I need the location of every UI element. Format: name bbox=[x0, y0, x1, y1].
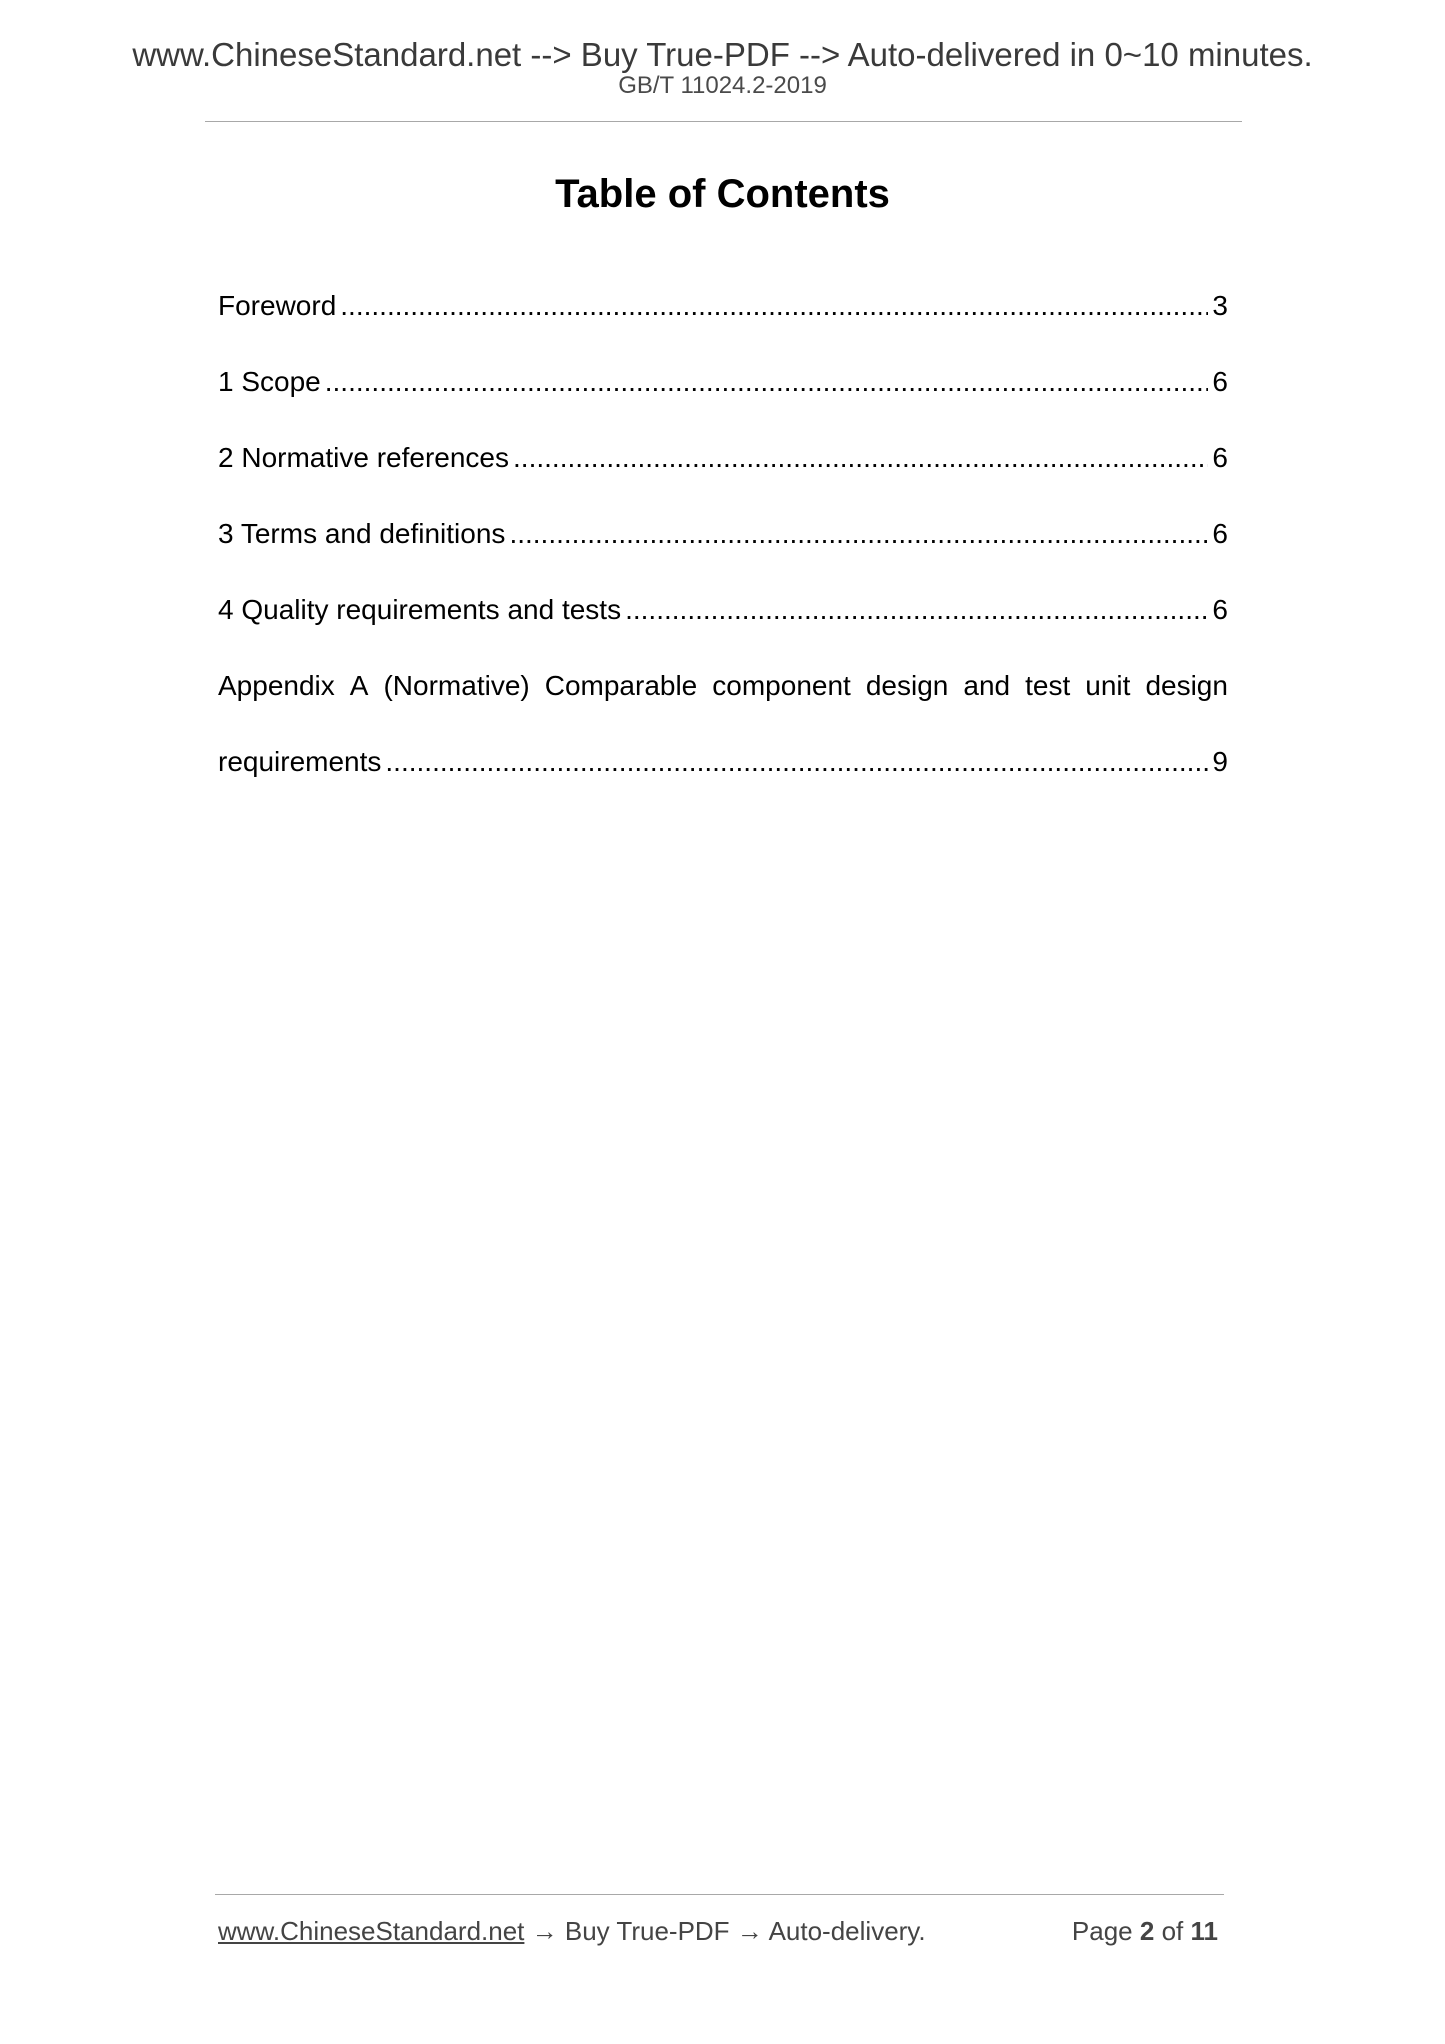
toc-entry-label: 4 Quality requirements and tests bbox=[218, 594, 622, 625]
toc-entry-page: 3 bbox=[1212, 290, 1228, 321]
appendix-word: (Normative) bbox=[383, 670, 530, 701]
table-of-contents bbox=[218, 286, 1228, 818]
toc-entry-terms-definitions[interactable] bbox=[218, 514, 1228, 590]
site-link[interactable]: www.ChineseStandard.net bbox=[218, 1916, 525, 1946]
toc-entry-appendix-a-continued[interactable] bbox=[218, 742, 1228, 818]
toc-entry-normative-references[interactable] bbox=[218, 438, 1228, 514]
header-divider bbox=[205, 121, 1242, 122]
toc-entry-foreword[interactable] bbox=[218, 286, 1228, 362]
toc-entry-label: Foreword bbox=[218, 290, 337, 321]
footer-divider bbox=[215, 1894, 1224, 1895]
toc-entry-scope[interactable] bbox=[218, 362, 1228, 438]
appendix-word: Comparable bbox=[544, 670, 698, 701]
toc-entry-label: 1 Scope bbox=[218, 366, 321, 397]
page-title: Table of Contents bbox=[555, 172, 890, 216]
dot-leader bbox=[325, 362, 1209, 402]
toc-entry-appendix-a[interactable] bbox=[218, 666, 1228, 742]
of-word: of bbox=[1161, 1916, 1184, 1946]
toc-entry-page: 6 bbox=[1212, 594, 1228, 625]
appendix-word: test bbox=[1025, 670, 1071, 701]
toc-entry-quality-requirements[interactable] bbox=[218, 590, 1228, 666]
dot-leader bbox=[513, 438, 1208, 478]
appendix-word: A bbox=[349, 670, 369, 701]
standard-code: GB/T 11024.2-2019 bbox=[618, 72, 827, 99]
page-word: Page bbox=[1071, 1916, 1133, 1946]
page-footer bbox=[218, 1914, 1218, 1948]
page-total: 11 bbox=[1190, 1916, 1218, 1946]
site-banner: www.ChineseStandard.net --> Buy True-PDF --> Auto-delivered in 0~10 minutes. bbox=[132, 36, 1313, 73]
dot-leader bbox=[625, 590, 1208, 630]
appendix-word: Appendix bbox=[218, 670, 335, 701]
appendix-word: component bbox=[712, 670, 851, 701]
toc-entry-page: 6 bbox=[1212, 518, 1228, 549]
dot-leader bbox=[385, 742, 1208, 782]
dot-leader bbox=[340, 286, 1208, 326]
toc-entry-label: requirements bbox=[218, 746, 382, 777]
page-current: 2 bbox=[1139, 1916, 1155, 1946]
footer-tagline: → Buy True-PDF → Auto-delivery. bbox=[524, 1916, 926, 1946]
appendix-word: design bbox=[1145, 670, 1228, 701]
page-indicator bbox=[1072, 1914, 1218, 1948]
appendix-word: and bbox=[963, 670, 1011, 701]
appendix-word: unit bbox=[1085, 670, 1131, 701]
dot-leader bbox=[509, 514, 1208, 554]
toc-entry-label: 3 Terms and definitions bbox=[218, 518, 506, 549]
toc-entry-page: 9 bbox=[1212, 746, 1228, 777]
appendix-word: design bbox=[865, 670, 949, 701]
toc-entry-page: 6 bbox=[1212, 442, 1228, 473]
toc-entry-label: 2 Normative references bbox=[218, 442, 510, 473]
toc-entry-page: 6 bbox=[1212, 366, 1228, 397]
